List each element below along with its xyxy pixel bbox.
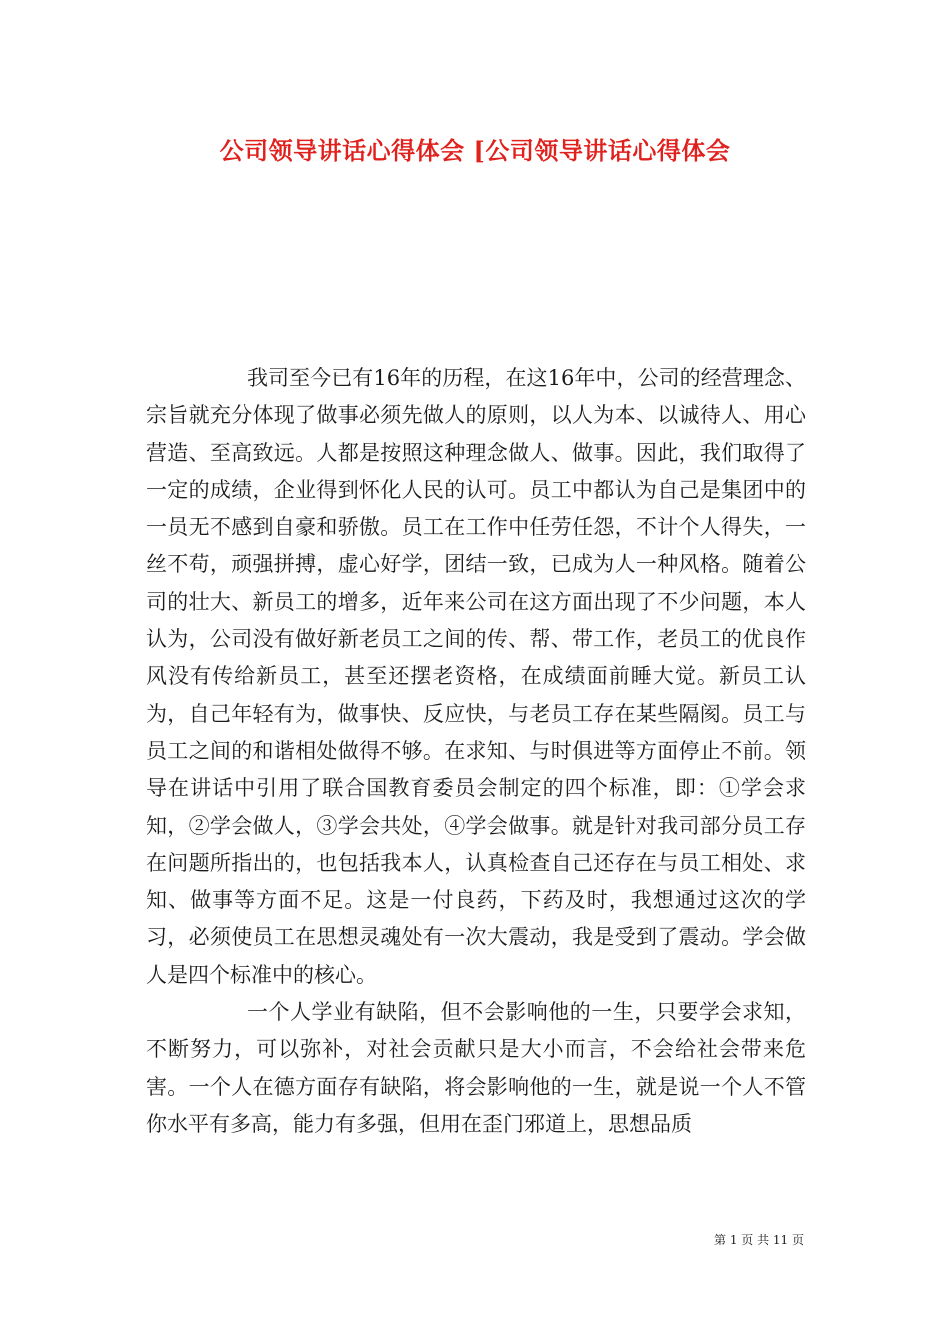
document-body: [146, 360, 806, 1143]
page-number-footer: 第 1 页 共 11 页: [714, 1233, 804, 1247]
document-title: 公司领导讲话心得体会 [公司领导讲话心得体会: [219, 136, 731, 165]
paragraph-1: 我司至今已有16年的历程，在这16年中，公司的经营理念、宗旨就充分体现了做事必须先做人的原则，以人为本、以诚待人、用心营造、至高致远。人都是按照这种理念做人、做事。因此，我们取得了一定的成绩，企业得到怀化人民的认可。员工中都认为自己是集团中的一员无不感到自豪和骄傲。员工在工作中任劳任怨，不计个人得失，一丝不苟，顽强拼搏，虚心好学，团结一致，已成为人一种风格。随着公司的壮大、新员工的增多，近年来公司在这方面出现了不少问题，本人认为，公司没有做好新老员工之间的传、帮、带工作，老员工的优良作风没有传给新员工，甚至还摆老资格，在成绩面前睡大觉。新员工认为，自己年轻有为，做事快、反应快，与老员工存在某些隔阂。员工与员工之间的和谐相处做得不够。在求知、与时俱进等方面停止不前。领导在讲话中引用了联合国教育委员会制定的四个标准，即：①学会求知，②学会做人，③学会共处，④学会做事。就是针对我司部分员工存在问题所指出的，也包括我本人，认真检查自己还存在与员工相处、求知、做事等方面不足。这是一付良药，下药及时，我想通过这次的学习，必须使员工在思想灵魂处有一次大震动，我是受到了震动。学会做人是四个标准中的核心。: [146, 366, 806, 987]
paragraph-2: 一个人学业有缺陷，但不会影响他的一生，只要学会求知，不断努力，可以弥补，对社会贡献只是大小而言，不会给社会带来危害。一个人在德方面存有缺陷，将会影响他的一生，就是说一个人不管你水平有多高，能力有多强，但用在歪门邪道上，思想品质: [146, 1000, 806, 1136]
